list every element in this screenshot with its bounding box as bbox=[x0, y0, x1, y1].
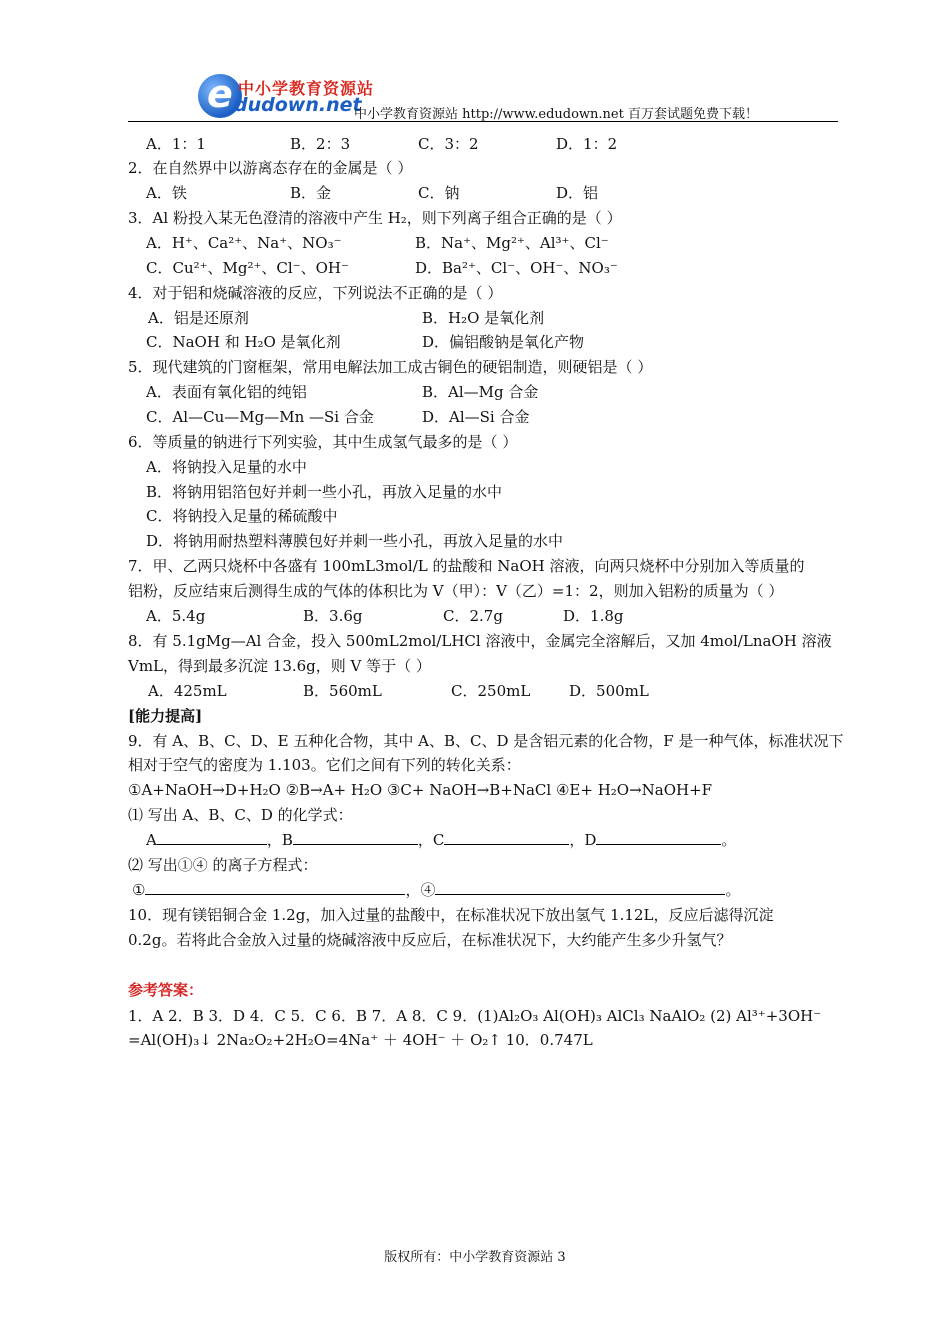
q9-blank-c[interactable] bbox=[444, 830, 569, 845]
q9-label-c: ，C bbox=[417, 831, 445, 849]
q1-option-c: C．3：2 bbox=[418, 135, 479, 153]
q4-option-d: D．偏铝酸钠是氧化产物 bbox=[422, 333, 585, 351]
q8-option-c: C．250mL bbox=[451, 682, 531, 700]
page-footer: 版权所有：中小学教育资源站 3 bbox=[384, 1250, 566, 1265]
q2-option-d: D．铝 bbox=[556, 184, 599, 202]
q8-option-d: D．500mL bbox=[569, 682, 649, 700]
site-logo bbox=[198, 72, 375, 118]
q6-option-b: B．将钠用铝箔包好并刺一些小孔，再放入足量的水中 bbox=[146, 483, 503, 501]
q3-stem: 3．Al 粉投入某无色澄清的溶液中产生 H₂，则下列离子组合正确的是（ ） bbox=[128, 209, 622, 227]
q5-option-c: C．Al—Cu—Mg—Mn —Si 合金 bbox=[146, 408, 374, 426]
q5-option-b: B．Al—Mg 合金 bbox=[422, 383, 539, 401]
q9-eq-label-1: ① bbox=[132, 881, 146, 899]
q6-option-d: D．将钠用耐热塑料薄膜包好并刺一些小孔，再放入足量的水中 bbox=[146, 532, 564, 550]
q9-blank-d[interactable] bbox=[596, 830, 721, 845]
q3-option-c: C．Cu²⁺、Mg²⁺、Cl⁻、OH⁻ bbox=[146, 259, 349, 277]
q9-label-d: ，D bbox=[569, 831, 597, 849]
q2-stem: 2．在自然界中以游离态存在的金属是（ ） bbox=[128, 159, 413, 177]
q3-option-a: A．H⁺、Ca²⁺、Na⁺、NO₃⁻ bbox=[146, 234, 342, 252]
q5-stem: 5．现代建筑的门窗框架，常用电解法加工成古铜色的硬铝制造，则硬铝是（ ） bbox=[128, 358, 653, 376]
q2-option-b: B．金 bbox=[290, 184, 332, 202]
q2-option-a: A．铁 bbox=[146, 184, 187, 202]
logo-english-text: dudown.net bbox=[234, 94, 362, 116]
q5-option-d: D．Al—Si 合金 bbox=[422, 408, 530, 426]
q9-blank-a[interactable] bbox=[157, 830, 267, 845]
q7-option-b: B．3.6g bbox=[303, 607, 363, 625]
q7-option-a: A．5.4g bbox=[146, 607, 206, 625]
q4-stem: 4．对于铝和烧碱溶液的反应，下列说法不正确的是（ ） bbox=[128, 284, 503, 302]
q4-option-b: B．H₂O 是氧化剂 bbox=[422, 309, 545, 327]
q1-option-b: B．2：3 bbox=[290, 135, 351, 153]
q2-option-c: C．钠 bbox=[418, 184, 460, 202]
q9-part-2: ⑵ 写出①④ 的离子方程式： bbox=[128, 856, 318, 874]
q10-line-1: 10．现有镁铝铜合金 1.2g，加入过量的盐酸中，在标准状况下放出氢气 1.12L，反应后滤得沉淀 bbox=[128, 906, 774, 924]
q3-option-b: B．Na⁺、Mg²⁺、Al³⁺、Cl⁻ bbox=[415, 234, 609, 252]
q9-blank-b[interactable] bbox=[293, 830, 418, 845]
q9-blank-row bbox=[146, 830, 736, 850]
q9-reactions: ①A+NaOH→D+H₂O ②B→A+ H₂O ③C+ NaOH→B+NaCl ④E+ H₂O→NaOH+F bbox=[128, 781, 713, 799]
q9-line-2: 相对于空气的密度为 1.103。它们之间有下列的转化关系： bbox=[128, 756, 521, 774]
q9-eq-blank-1[interactable] bbox=[145, 880, 405, 895]
q6-stem: 6．等质量的钠进行下列实验，其中生成氢气最多的是（ ） bbox=[128, 433, 518, 451]
q7-line-1: 7．甲、乙两只烧杯中各盛有 100mL3mol/L 的盐酸和 NaOH 溶液，向两只烧杯中分别加入等质量的 bbox=[128, 557, 805, 575]
section-title: [能力提高] bbox=[128, 707, 203, 725]
q4-option-c: C．NaOH 和 H₂O 是氧化剂 bbox=[146, 333, 341, 351]
q8-line-1: 8．有 5.1gMg—Al 合金，投入 500mL2mol/LHCl 溶液中，金属完全溶解后，又加 4mol/LnaOH 溶液 bbox=[128, 632, 832, 650]
answers-line-2: =Al(OH)₃↓ 2Na₂O₂+2H₂O=4Na⁺ ＋ 4OH⁻ ＋ O₂↑ 10．0.747L bbox=[128, 1031, 593, 1049]
q9-eq-blank-4[interactable] bbox=[435, 880, 725, 895]
q9-part-1: ⑴ 写出 A、B、C、D 的化学式： bbox=[128, 806, 353, 824]
q9-eq-label-4: ，④ bbox=[405, 881, 436, 899]
q6-option-a: A．将钠投入足量的水中 bbox=[146, 458, 307, 476]
q7-option-c: C．2.7g bbox=[443, 607, 503, 625]
answers-line-1: 1．A 2．B 3．D 4．C 5．C 6．B 7．A 8．C 9．(1)Al₂O₃ Al(OH)₃ AlCl₃ NaAlO₂ (2) Al³⁺+3OH⁻ bbox=[128, 1007, 822, 1025]
q7-line-2: 铝粉，反应结束后测得生成的气体的体积比为 V（甲）：V（乙）=1：2，则加入铝粉的质量为（ ） bbox=[128, 582, 784, 600]
header-text: 中小学教育资源站 http://www.edudown.net 百万套试题免费下载！ bbox=[354, 107, 758, 122]
q3-option-d: D．Ba²⁺、Cl⁻、OH⁻、NO₃⁻ bbox=[415, 259, 618, 277]
logo-e-badge: e bbox=[198, 74, 242, 118]
q9-equation-row bbox=[132, 880, 740, 900]
q1-option-a: A．1：1 bbox=[146, 135, 206, 153]
q4-option-a: A．铝是还原剂 bbox=[148, 309, 249, 327]
q8-option-a: A．425mL bbox=[148, 682, 227, 700]
q1-option-d: D．1：2 bbox=[556, 135, 618, 153]
q10-line-2: 0.2g。若将此合金放入过量的烧碱溶液中反应后，在标准状况下，大约能产生多少升氢气？ bbox=[128, 931, 732, 949]
q7-option-d: D．1.8g bbox=[563, 607, 624, 625]
q9-label-b: ，B bbox=[266, 831, 293, 849]
q9-label-end: 。 bbox=[721, 831, 737, 849]
logo-chinese-text: 中小学教育资源站 bbox=[238, 79, 375, 98]
q9-eq-end: 。 bbox=[725, 881, 741, 899]
header-divider bbox=[128, 121, 838, 122]
q5-option-a: A．表面有氧化铝的纯铝 bbox=[146, 383, 307, 401]
q8-option-b: B．560mL bbox=[303, 682, 382, 700]
q9-line-1: 9．有 A、B、C、D、E 五种化合物，其中 A、B、C、D 是含铝元素的化合物，F 是一种气体，标准状况下 bbox=[128, 732, 844, 750]
q8-line-2: VmL，得到最多沉淀 13.6g，则 V 等于（ ） bbox=[128, 657, 431, 675]
q9-label-a: A bbox=[146, 831, 157, 849]
answers-title: 参考答案： bbox=[128, 981, 204, 999]
q6-option-c: C．将钠投入足量的稀硫酸中 bbox=[146, 507, 338, 525]
